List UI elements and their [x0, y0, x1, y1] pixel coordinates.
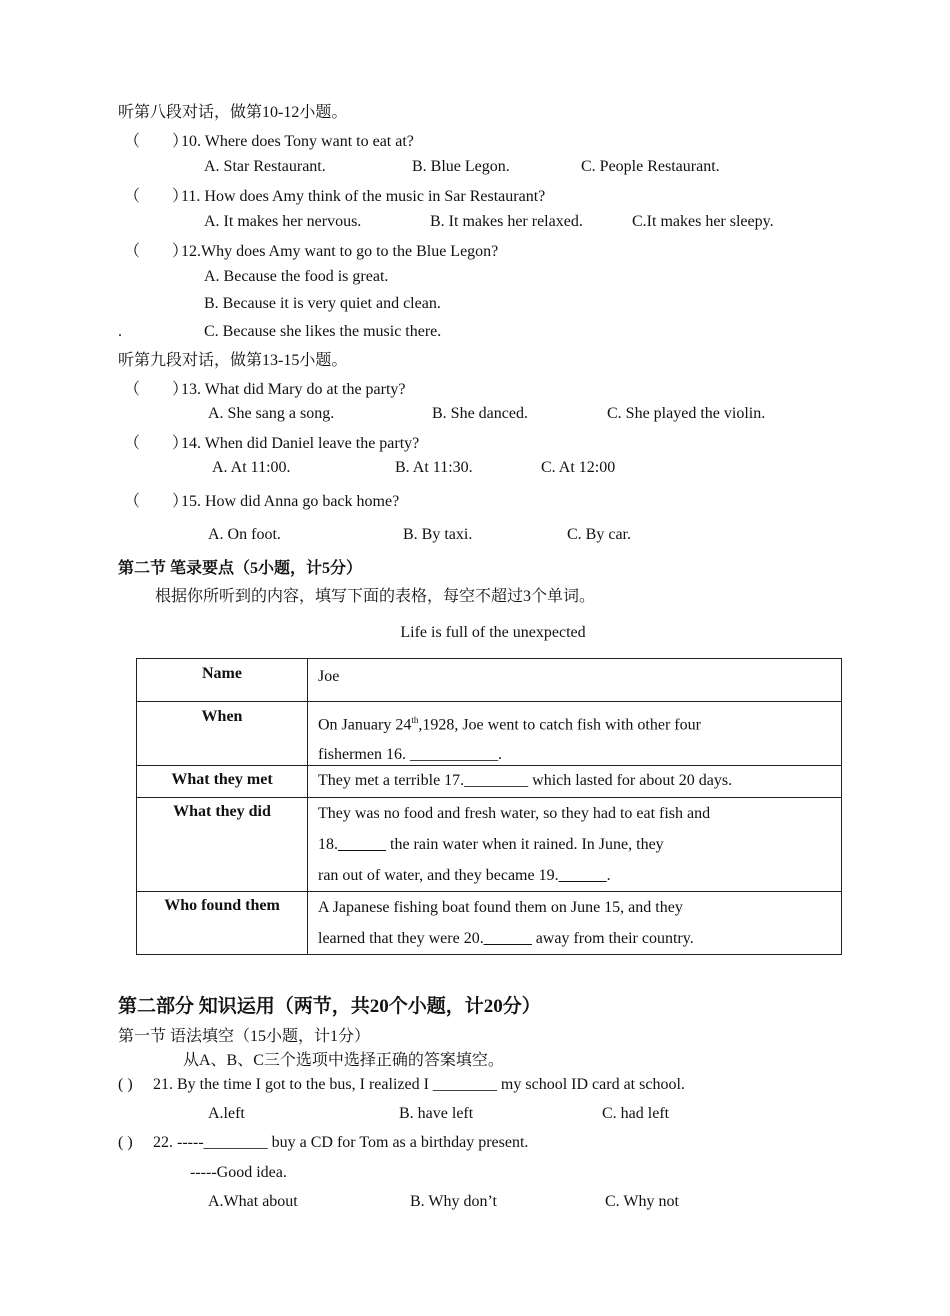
row-did-content [308, 798, 842, 892]
q14-option-c: C. At 12:00 [541, 459, 616, 476]
notes-table [136, 658, 842, 955]
blank-20[interactable]: ______ [483, 930, 532, 948]
q21-stem: 21. By the time I got to the bus, I realized I ________ my school ID card at school. [153, 1076, 685, 1093]
q14-stem: 14. When did Daniel leave the party? [181, 435, 420, 452]
row-when-content [308, 702, 842, 766]
when-line1a: On January 24 [318, 716, 412, 734]
table-row [137, 766, 842, 798]
row-found-label: Who found them [137, 892, 308, 955]
q13-option-a: A. She sang a song. [208, 405, 335, 422]
blank-18[interactable]: ______ [338, 836, 386, 854]
q12-stem: 12.Why does Amy want to go to the Blue Legon? [181, 243, 499, 260]
when-sup: th [411, 715, 419, 725]
section9-intro: 听第九段对话，做第13-15小题。 [118, 352, 348, 369]
q22-stem: 22. -----________ buy a CD for Tom as a birthday present. [153, 1134, 529, 1151]
row-did-label: What they did [137, 798, 308, 892]
part2-instruction: 根据你所听到的内容，填写下面的表格，每空不超过3个单词。 [155, 588, 596, 605]
q15-stem: 15. How did Anna go back home? [181, 493, 400, 510]
met-text-b: which lasted for about 20 days. [528, 772, 733, 790]
q10-option-c: C. People Restaurant. [581, 158, 720, 175]
q13-option-b: B. She danced. [432, 405, 528, 422]
row-met-content [308, 766, 842, 798]
met-text-a: They met a terrible 17. [318, 772, 465, 790]
table-row [137, 798, 842, 892]
table-row [137, 892, 842, 955]
q11-option-c: C.It makes her sleepy. [632, 213, 774, 230]
stray-dot: . [118, 323, 122, 340]
part3-instruction: 从A、B、C三个选项中选择正确的答案填空。 [183, 1052, 504, 1069]
when-line2a: fishermen 16. [318, 746, 410, 764]
blank-17[interactable]: ________ [464, 772, 529, 790]
part3-subtitle: 第一节 语法填空（15小题，计1分） [118, 1028, 371, 1045]
q14-option-b: B. At 11:30. [395, 459, 473, 476]
part2-title: 第二节 笔录要点（5小题，计5分） [118, 560, 363, 577]
table-row [137, 659, 842, 702]
table-row [137, 702, 842, 766]
row-when-label: When [137, 702, 308, 766]
row-name-content: Joe [308, 659, 842, 702]
q11-option-b: B. It makes her relaxed. [430, 213, 583, 230]
q12-option-a: A. Because the food is great. [204, 268, 389, 285]
q13-option-c: C. She played the violin. [607, 405, 766, 422]
section8-intro: 听第八段对话，做第10-12小题。 [118, 104, 348, 121]
q21-option-a: A.left [208, 1105, 245, 1122]
did-line1: They was no food and fresh water, so they had to eat fish and [318, 805, 711, 823]
did-line2a: 18. [318, 836, 338, 854]
when-line2b: . [497, 746, 502, 764]
q12-option-b: B. Because it is very quiet and clean. [204, 295, 441, 312]
q15-option-c: C. By car. [567, 526, 631, 543]
did-line3a: ran out of water, and they became 19. [318, 867, 559, 885]
found-line2a: learned that they were 20. [318, 930, 484, 948]
q10-stem: 10. Where does Tony want to eat at? [181, 133, 414, 150]
q15-option-b: B. By taxi. [403, 526, 473, 543]
found-line2b: away from their country. [531, 930, 694, 948]
q14-answer-paren[interactable]: （ ） [124, 435, 189, 452]
q15-option-a: A. On foot. [208, 526, 281, 543]
q22-option-a: A.What about [208, 1193, 298, 1210]
blank-19[interactable]: ______ [558, 867, 607, 885]
did-line2b: the rain water when it rained. In June, they [386, 836, 664, 854]
row-met-label: What they met [137, 766, 308, 798]
q13-stem: 13. What did Mary do at the party? [181, 381, 406, 398]
row-name-label: Name [137, 659, 308, 702]
q13-answer-paren[interactable]: （ ） [124, 381, 189, 398]
q10-answer-paren[interactable]: （ ） [124, 133, 189, 150]
part3-title: 第二部分 知识运用（两节，共20个小题，计20分） [118, 996, 541, 1017]
did-line3b: . [606, 867, 611, 885]
q10-option-b: B. Blue Legon. [412, 158, 510, 175]
q15-answer-paren[interactable]: （ ） [124, 493, 189, 510]
q11-stem: 11. How does Amy think of the music in Sar Restaurant? [181, 188, 546, 205]
q14-option-a: A. At 11:00. [212, 459, 291, 476]
q22-answer-paren[interactable]: ( ) [118, 1134, 133, 1151]
q22-option-b: B. Why don’t [410, 1193, 497, 1210]
q21-answer-paren[interactable]: ( ) [118, 1076, 133, 1093]
q10-option-a: A. Star Restaurant. [204, 158, 326, 175]
q12-option-c: C. Because she likes the music there. [204, 323, 442, 340]
q22-reply: -----Good idea. [190, 1164, 287, 1181]
table-caption: Life is full of the unexpected [400, 624, 586, 641]
q11-option-a: A. It makes her nervous. [204, 213, 362, 230]
found-line1: A Japanese fishing boat found them on June 15, and they [318, 899, 683, 917]
q21-option-b: B. have left [399, 1105, 474, 1122]
blank-16[interactable]: ___________ [409, 746, 498, 764]
q22-option-c: C. Why not [605, 1193, 679, 1210]
q21-option-c: C. had left [602, 1105, 670, 1122]
q11-answer-paren[interactable]: （ ） [124, 188, 189, 205]
when-line1b: ,1928, Joe went to catch fish with other four [418, 716, 701, 734]
row-found-content [308, 892, 842, 955]
q12-answer-paren[interactable]: （ ） [124, 243, 189, 260]
